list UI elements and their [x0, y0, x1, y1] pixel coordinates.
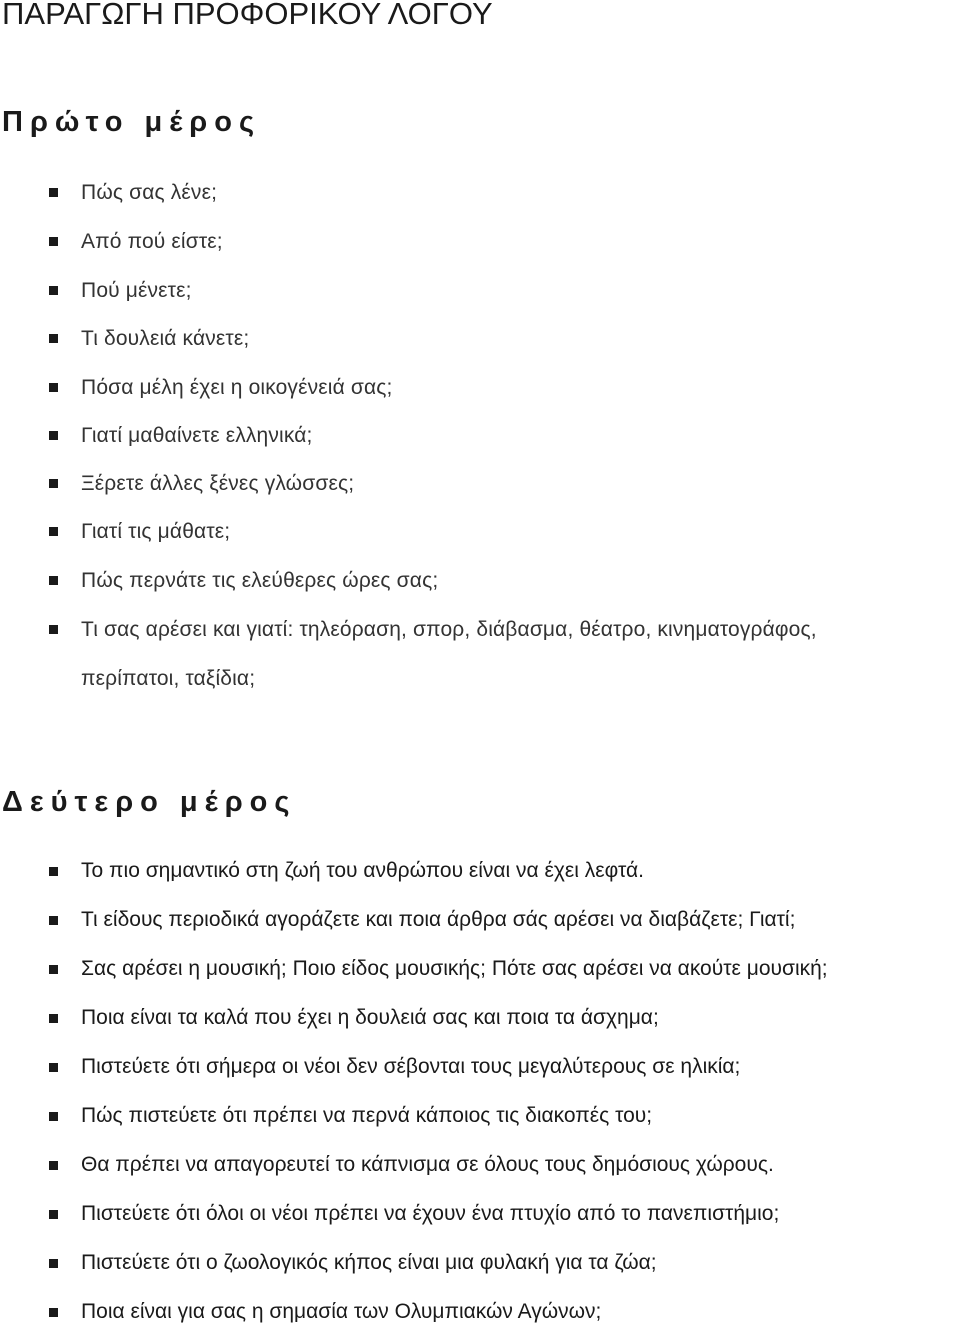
square-bullet-icon: [49, 334, 58, 343]
question-text: Από πού είστε;: [81, 230, 223, 253]
square-bullet-icon: [49, 188, 58, 197]
question-text: Ποια είναι τα καλά που έχει η δουλειά σας και ποια τα άσχημα;: [81, 1006, 659, 1029]
question-text: Πώς περνάτε τις ελεύθερες ώρες σας;: [81, 569, 439, 592]
question-text: Πιστεύετε ότι όλοι οι νέοι πρέπει να έχουν ένα πτυχίο από το πανεπιστήμιο;: [81, 1202, 780, 1225]
square-bullet-icon: [49, 1210, 58, 1219]
square-bullet-icon: [49, 965, 58, 974]
square-bullet-icon: [49, 1259, 58, 1268]
question-text: Τι είδους περιοδικά αγοράζετε και ποια άρθρα σάς αρέσει να διαβάζετε; Γιατί;: [81, 908, 796, 931]
square-bullet-icon: [49, 383, 58, 392]
part1-heading: Πρώτο μέρος: [2, 106, 262, 138]
square-bullet-icon: [49, 916, 58, 925]
question-text: Τι δουλειά κάνετε;: [81, 327, 250, 350]
square-bullet-icon: [49, 431, 58, 440]
square-bullet-icon: [49, 237, 58, 246]
square-bullet-icon: [49, 1063, 58, 1072]
question-text: Πιστεύετε ότι σήμερα οι νέοι δεν σέβονται τους μεγαλύτερους σε ηλικία;: [81, 1055, 741, 1078]
square-bullet-icon: [49, 527, 58, 536]
square-bullet-icon: [49, 1014, 58, 1023]
question-text: Ποια είναι για σας η σημασία των Ολυμπιακών Αγώνων;: [81, 1300, 602, 1323]
square-bullet-icon: [49, 1112, 58, 1121]
question-text: Πώς σας λένε;: [81, 181, 218, 204]
question-text: Γιατί τις μάθατε;: [81, 520, 231, 543]
question-text: Ξέρετε άλλες ξένες γλώσσες;: [81, 472, 355, 495]
square-bullet-icon: [49, 867, 58, 876]
square-bullet-icon: [49, 1161, 58, 1170]
document-title: ΠΑΡΑΓΩΓΗ ΠΡΟΦΟΡΙΚΟΥ ΛΟΓΟΥ: [2, 0, 493, 31]
square-bullet-icon: [49, 286, 58, 295]
question-text: Σας αρέσει η μουσική; Ποιο είδος μουσικής; Πότε σας αρέσει να ακούτε μουσική;: [81, 957, 828, 980]
question-text: Πόσα μέλη έχει η οικογένειά σας;: [81, 376, 393, 399]
question-text: Γιατί μαθαίνετε ελληνικά;: [81, 424, 313, 447]
question-text: Πώς πιστεύετε ότι πρέπει να περνά κάποιος τις διακοπές του;: [81, 1104, 653, 1127]
square-bullet-icon: [49, 576, 58, 585]
question-text: Θα πρέπει να απαγορευτεί το κάπνισμα σε όλους τους δημόσιους χώρους.: [81, 1153, 774, 1176]
square-bullet-icon: [49, 479, 58, 488]
square-bullet-icon: [49, 1308, 58, 1317]
question-text-continuation: περίπατοι, ταξίδια;: [81, 667, 256, 690]
question-text: Πιστεύετε ότι ο ζωολογικός κήπος είναι μια φυλακή για τα ζώα;: [81, 1251, 657, 1274]
part2-heading: Δεύτερο μέρος: [2, 786, 297, 818]
question-text: Πού μένετε;: [81, 279, 192, 302]
question-text: Το πιο σημαντικό στη ζωή του ανθρώπου είναι να έχει λεφτά.: [81, 859, 644, 882]
square-bullet-icon: [49, 625, 58, 634]
question-text: Τι σας αρέσει και γιατί: τηλεόραση, σπορ, διάβασμα, θέατρο, κινηματογράφος,: [81, 618, 817, 641]
